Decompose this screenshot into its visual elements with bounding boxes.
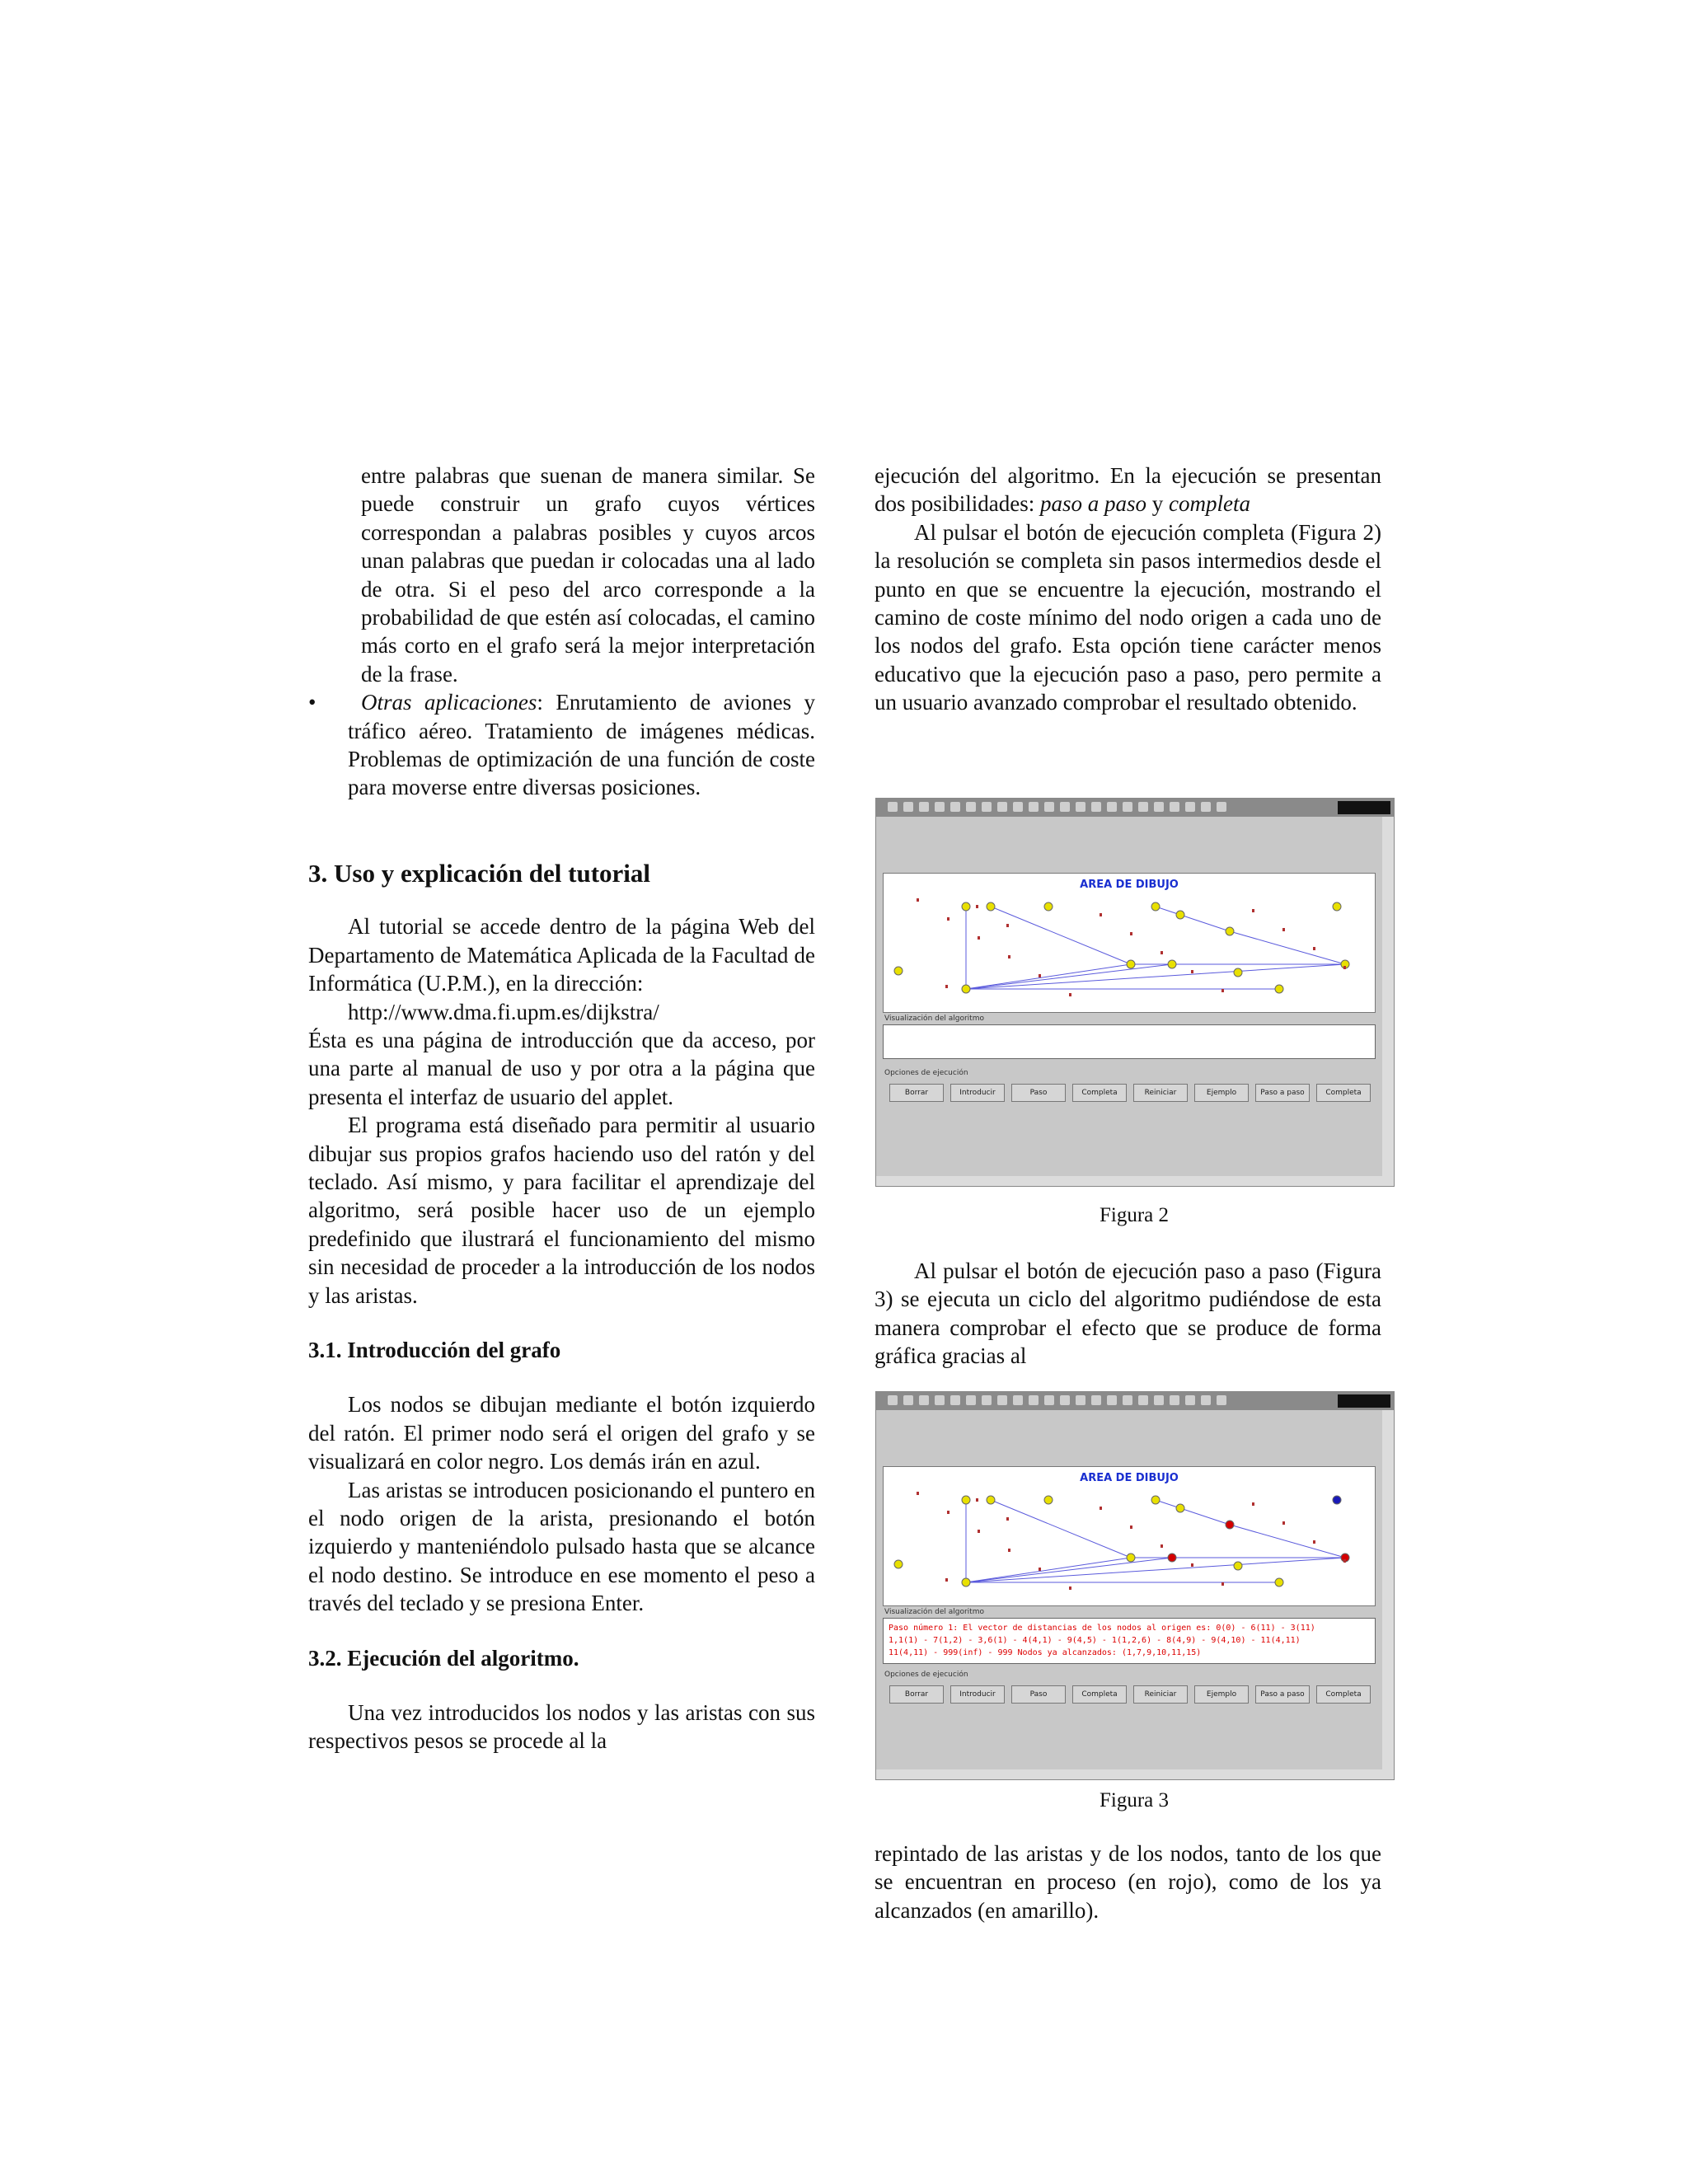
edge-weight-mark (1343, 1559, 1346, 1563)
repaint-paragraph: repintado de las aristas y de los nodos, tanto de los que se encuentran en proceso (en rojo), como de los ya alcanzados (en amarillo). (874, 1841, 1381, 1923)
step-execution-paragraph-wrap (874, 1257, 1381, 1371)
applet-button[interactable]: Introducir (950, 1084, 1005, 1102)
toolbar-button[interactable] (903, 802, 913, 812)
graph-edge (966, 964, 1345, 989)
edge-weight-mark (945, 1578, 948, 1582)
applet-button[interactable]: Paso (1011, 1084, 1066, 1102)
graph-node (1168, 960, 1176, 968)
graph-node (1226, 927, 1234, 935)
applet-button[interactable]: Introducir (950, 1685, 1005, 1704)
drawing-area-title: AREA DE DIBUJO (1080, 1472, 1179, 1484)
toolbar-button[interactable] (888, 802, 898, 812)
horizontal-scrollbar[interactable] (876, 1176, 1382, 1186)
graph-node (1275, 1578, 1283, 1586)
graph-node (1176, 1504, 1184, 1512)
toolbar-button[interactable] (997, 1395, 1007, 1405)
applet-button[interactable]: Reiniciar (1133, 1084, 1188, 1102)
toolbar-button[interactable] (1107, 802, 1117, 812)
edge-weight-mark (1191, 970, 1193, 973)
edge-weight-mark (978, 936, 980, 940)
edge-weight-mark (1069, 993, 1071, 996)
section-3-paragraph-2: Ésta es una página de introducción que da acceso, por una parte al manual de uso y por otra a la página que presenta el interfaz de usuario del applet. (308, 1027, 815, 1109)
horizontal-scrollbar[interactable] (876, 1769, 1382, 1779)
message-box (883, 1618, 1376, 1664)
edge-weight-mark (1343, 966, 1346, 969)
graph-edge (1230, 1525, 1345, 1558)
graph-node (1127, 960, 1135, 968)
graph-edge (1230, 931, 1345, 964)
execution-intro-text: ejecución del algoritmo. En la ejecución se presentan dos posibilidades: (874, 463, 1381, 517)
graph-node (962, 902, 970, 911)
section-3-paragraph-1: Al tutorial se accede dentro de la página Web del Departamento de Matemática Aplicada de la Facultad de Informática (U.P.M.), en la dirección: (308, 914, 815, 996)
execution-intro-connector: y (1146, 491, 1170, 517)
graph-edge (966, 964, 1131, 989)
bullet-dot: • (308, 690, 316, 715)
figure-3-caption: Figura 3 (1099, 1789, 1170, 1811)
edge-weight-mark (917, 898, 919, 902)
edge-weight-mark (1282, 928, 1285, 931)
graph-node (1127, 1554, 1135, 1562)
toolbar-button[interactable] (1170, 802, 1179, 812)
applet-button[interactable]: Ejemplo (1194, 1084, 1249, 1102)
edge-weight-mark (947, 917, 950, 921)
toolbar-button[interactable] (1138, 1395, 1148, 1405)
graph-node (1176, 911, 1184, 919)
graph-node (1275, 985, 1283, 993)
toolbar-button[interactable] (1154, 802, 1164, 812)
edge-weight-mark (1008, 1549, 1010, 1552)
graph-edge (1180, 915, 1230, 931)
complete-execution-paragraph: Al pulsar el botón de ejecución completa (Figura 2) la resolución se completa sin pasos intermedios desde el punto en que se encuentre la ejecución, mostrando el camino de coste mínimo del nodo origen a cada uno de los nodos del grafo. Esta opción tiene carácter menos educativo que la ejecución paso a paso, pero permite a un usuario avanzado comprobar el resultado obtenido. (874, 519, 1381, 715)
edge-weight-mark (1006, 1517, 1009, 1521)
graph-edge (966, 964, 1172, 989)
section-3-1-heading: 3.1. Introducción del grafo (308, 1337, 561, 1362)
toolbar-status (1338, 801, 1390, 814)
graph-node (1151, 1496, 1160, 1504)
toolbar-button[interactable] (966, 802, 976, 812)
toolbar-button[interactable] (1217, 1395, 1226, 1405)
toolbar-button[interactable] (1185, 802, 1195, 812)
toolbar-button[interactable] (1044, 1395, 1054, 1405)
tutorial-url[interactable]: http://www.dma.fi.upm.es/dijkstra/ (348, 999, 659, 1024)
drawing-area-panel (883, 1466, 1376, 1606)
edge-weight-mark (1008, 955, 1010, 958)
toolbar-button[interactable] (919, 802, 929, 812)
graph-node (894, 967, 903, 975)
toolbar-button[interactable] (1091, 802, 1101, 812)
bullet-item-otras-aplicaciones (308, 688, 815, 802)
edge-weight-mark (1100, 1507, 1102, 1510)
graph-canvas (884, 874, 1376, 1012)
toolbar-button[interactable] (997, 802, 1007, 812)
applet-button[interactable]: Completa (1316, 1685, 1371, 1704)
edge-weight-mark (1006, 924, 1009, 927)
applet-button[interactable]: Completa (1072, 1084, 1127, 1102)
graph-edge (991, 1500, 1131, 1558)
edge-weight-mark (976, 905, 978, 908)
edge-weight-mark (1191, 1563, 1193, 1567)
figure-3-screenshot (875, 1391, 1395, 1780)
applet-button[interactable]: Paso (1011, 1685, 1066, 1704)
edge-weight-mark (1252, 909, 1254, 912)
toolbar-button[interactable] (935, 1395, 945, 1405)
toolbar-button[interactable] (1154, 1395, 1164, 1405)
message-box-label: Visualización del algoritmo (884, 1608, 984, 1616)
execution-intro-paragraph (874, 462, 1381, 518)
step-execution-paragraph: Al pulsar el botón de ejecución paso a paso (Figura 3) se ejecuta un ciclo del algoritmo pudiéndose de esta manera comprobar el efecto que se produce de forma gráfica gracias al (874, 1258, 1381, 1369)
toolbar-button[interactable] (888, 1395, 898, 1405)
left-column (308, 462, 815, 1755)
repaint-paragraph-wrap (874, 1840, 1381, 1924)
graph-node (1168, 1554, 1176, 1562)
toolbar-button[interactable] (935, 802, 945, 812)
toolbar-button[interactable] (1185, 1395, 1195, 1405)
graph-edge (966, 1558, 1345, 1582)
graph-edge (1180, 1508, 1230, 1525)
applet-button[interactable]: Borrar (889, 1084, 944, 1102)
edge-weight-mark (945, 985, 948, 988)
message-box-label: Visualización del algoritmo (884, 1015, 984, 1023)
edge-weight-mark (1313, 1540, 1315, 1544)
toolbar-button[interactable] (1029, 1395, 1039, 1405)
toolbar-button[interactable] (1138, 802, 1148, 812)
vertical-scrollbar[interactable] (1382, 1410, 1394, 1779)
toolbar-button[interactable] (1060, 1395, 1070, 1405)
edge-weight-mark (1130, 932, 1132, 935)
section-3-1-paragraph-1: Los nodos se dibujan mediante el botón izquierdo del ratón. El primer nodo será el origen del grafo y se visualizará en color negro. Los demás irán en azul. (308, 1392, 815, 1474)
toolbar-status (1338, 1394, 1390, 1408)
message-line: 11(4,11) - 999(inf) - 999 Nodos ya alcanzados: (1,7,9,10,11,15) (889, 1648, 1202, 1657)
graph-node (1333, 1496, 1341, 1504)
toolbar-button[interactable] (919, 1395, 929, 1405)
graph-node (1333, 902, 1341, 911)
toolbar-button[interactable] (1217, 802, 1226, 812)
graph-node (962, 985, 970, 993)
edge-weight-mark (978, 1530, 980, 1533)
applet-button[interactable]: Completa (1316, 1084, 1371, 1102)
toolbar-button[interactable] (1013, 1395, 1023, 1405)
toolbar-button[interactable] (1076, 1395, 1085, 1405)
bullet-continuation-text: entre palabras que suenan de manera similar. Se puede construir un grafo cuyos vértices correspondan a palabras posibles y cuyos arcos unan palabras que puedan ir colocadas una al lado de otra. Si el peso del arco corresponde a la probabilidad de que estén así colocadas, el camino más corto en el grafo será la mejor interpretación de la frase. (361, 463, 815, 687)
graph-node (1044, 1496, 1053, 1504)
applet-button[interactable]: Paso a paso (1255, 1685, 1310, 1704)
edge-weight-mark (976, 1498, 978, 1502)
figure-2-caption: Figura 2 (1099, 1204, 1170, 1226)
applet-button[interactable]: Paso a paso (1255, 1084, 1310, 1102)
edge-weight-mark (1130, 1526, 1132, 1529)
graph-canvas (884, 1467, 1376, 1605)
toolbar-button[interactable] (966, 1395, 976, 1405)
button-row (883, 1677, 1376, 1708)
toolbar-button[interactable] (1107, 1395, 1117, 1405)
button-row (883, 1076, 1376, 1107)
toolbar-button[interactable] (1170, 1395, 1179, 1405)
figure-2-screenshot (875, 798, 1395, 1187)
edge-weight-mark (1039, 974, 1041, 977)
graph-node (1044, 902, 1053, 911)
applet-button[interactable]: Completa (1072, 1685, 1127, 1704)
drawing-area-title: AREA DE DIBUJO (1080, 879, 1179, 891)
emphasis-completa: completa (1169, 491, 1250, 517)
section-3-paragraph-3: El programa está diseñado para permitir al usuario dibujar sus propios grafos haciendo uso del ratón y del teclado. Así mismo, y para facilitar el aprendizaje del algoritmo, será posible hacer uso de un ejemplo predefinido que ilustrará el funcionamiento del mismo sin necesidad de proceder a la introducción de los nodos y las aristas. (308, 1113, 815, 1308)
edge-weight-mark (1160, 1544, 1163, 1548)
applet-button[interactable]: Ejemplo (1194, 1685, 1249, 1704)
toolbar-button[interactable] (1029, 802, 1039, 812)
execution-label: Opciones de ejecución (884, 1671, 968, 1679)
section-3-2-heading: 3.2. Ejecución del algoritmo. (308, 1645, 579, 1671)
message-line: Paso número 1: El vector de distancias de los nodos al origen es: 0(0) - 6(11) - 3(11) (889, 1624, 1315, 1633)
toolbar-button[interactable] (950, 802, 960, 812)
toolbar-button[interactable] (1201, 802, 1211, 812)
applet-toolbar (876, 799, 1394, 817)
bullet-text: : Enrutamiento de aviones y tráfico aéreo. Tratamiento de imágenes médicas. Problemas de optimización de una función de coste para moverse entre diversas posiciones. (348, 690, 816, 800)
edge-weight-mark (1160, 951, 1163, 954)
section-3-1-paragraph-2: Las aristas se introducen posicionando el puntero en el nodo origen de la arista, presionando el botón izquierdo y manteniéndolo pulsado hasta que se alcance el nodo destino. Se introduce en ese momento el peso a través del teclado y se presiona Enter. (308, 1477, 815, 1616)
toolbar-button[interactable] (1201, 1395, 1211, 1405)
graph-edge (991, 907, 1131, 964)
toolbar-button[interactable] (1076, 802, 1085, 812)
toolbar-button[interactable] (903, 1395, 913, 1405)
graph-node (1151, 902, 1160, 911)
edge-weight-mark (1039, 1568, 1041, 1571)
right-column-top (874, 462, 1381, 717)
toolbar-button[interactable] (982, 1395, 992, 1405)
graph-edge (966, 1558, 1131, 1582)
toolbar-button[interactable] (1044, 802, 1054, 812)
edge-weight-mark (1221, 989, 1224, 992)
section-3-2-paragraph-1: Una vez introducidos los nodos y las aristas con sus respectivos pesos se procede al la (308, 1700, 815, 1754)
message-box (883, 1024, 1376, 1059)
graph-node (987, 1496, 995, 1504)
graph-node (894, 1560, 903, 1568)
graph-node (1234, 968, 1242, 977)
graph-edge (966, 1558, 1172, 1582)
drawing-area-panel (883, 873, 1376, 1013)
graph-node (962, 1496, 970, 1504)
toolbar-button[interactable] (1123, 802, 1132, 812)
edge-weight-mark (1282, 1521, 1285, 1525)
toolbar-button[interactable] (950, 1395, 960, 1405)
message-line: 1,1(1) - 7(1,2) - 3,6(1) - 4(4,1) - 9(4,5) - 1(1,2,6) - 8(4,9) - 9(4,10) - 11(4,11) (889, 1636, 1301, 1645)
graph-node (962, 1578, 970, 1586)
graph-node (987, 902, 995, 911)
section-3-heading: 3. Uso y explicación del tutorial (308, 858, 651, 888)
execution-label: Opciones de ejecución (884, 1069, 968, 1077)
edge-weight-mark (947, 1511, 950, 1514)
bullet-label: Otras aplicaciones (361, 690, 537, 715)
edge-weight-mark (1252, 1502, 1254, 1506)
edge-weight-mark (1313, 947, 1315, 950)
toolbar-button[interactable] (1123, 1395, 1132, 1405)
toolbar-button[interactable] (1013, 802, 1023, 812)
graph-node (1234, 1562, 1242, 1570)
edge-weight-mark (917, 1492, 919, 1495)
vertical-scrollbar[interactable] (1382, 817, 1394, 1186)
toolbar-button[interactable] (1060, 802, 1070, 812)
graph-node (1226, 1521, 1234, 1529)
toolbar-button[interactable] (982, 802, 992, 812)
edge-weight-mark (1100, 913, 1102, 916)
emphasis-paso-a-paso: paso a paso (1040, 491, 1147, 517)
applet-button[interactable]: Borrar (889, 1685, 944, 1704)
edge-weight-mark (1221, 1582, 1224, 1586)
applet-button[interactable]: Reiniciar (1133, 1685, 1188, 1704)
toolbar-button[interactable] (1091, 1395, 1101, 1405)
applet-toolbar (876, 1392, 1394, 1410)
edge-weight-mark (1069, 1586, 1071, 1590)
